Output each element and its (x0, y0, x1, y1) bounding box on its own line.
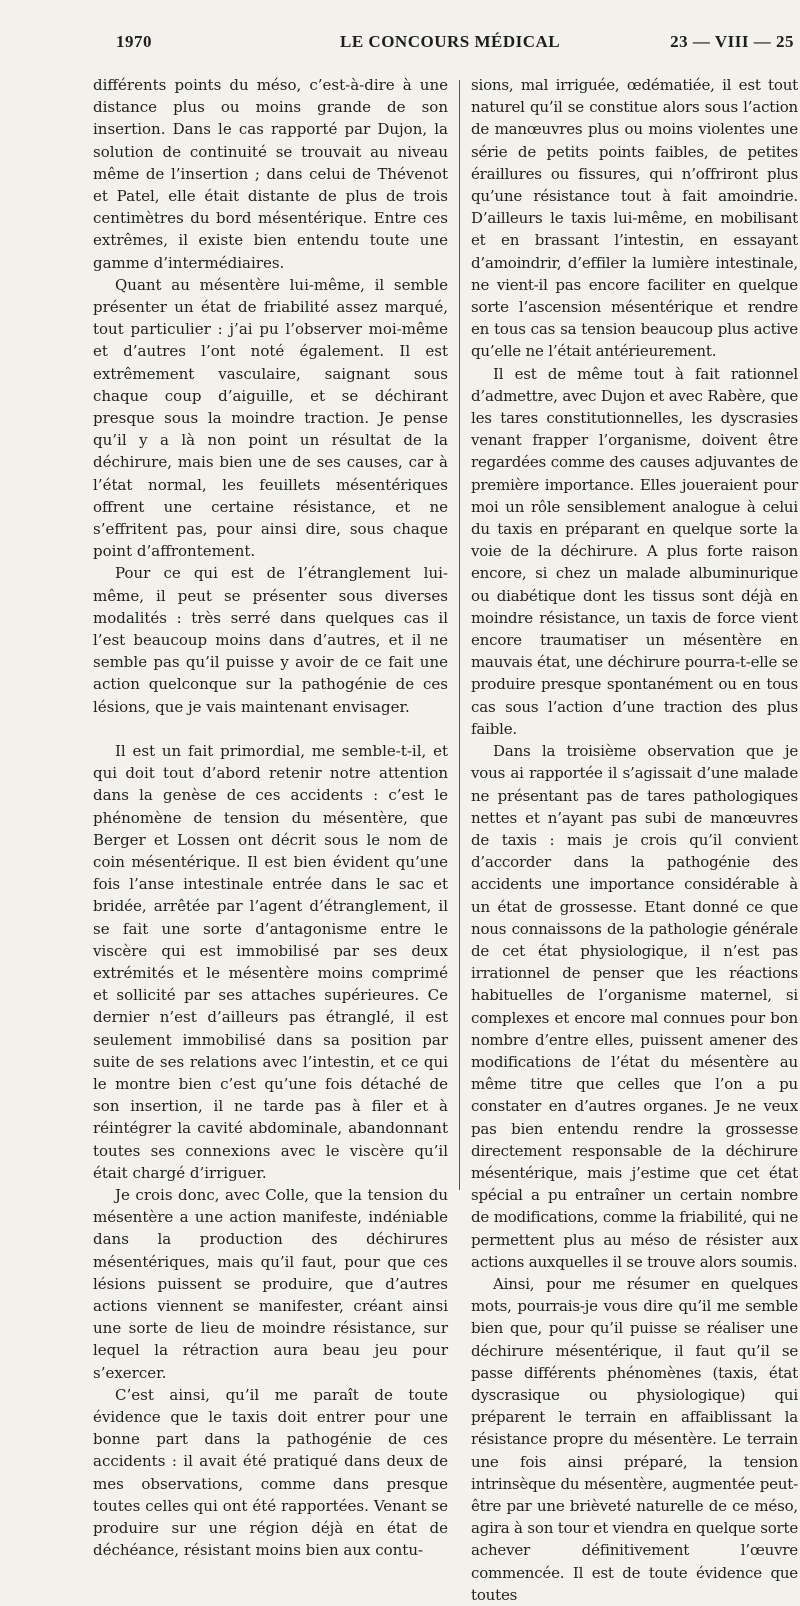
page-number: 1970 (116, 32, 152, 51)
right-column (471, 74, 798, 1606)
paragraph: C’est ainsi, qu’il me paraît de toute évidence que le taxis doit entrer pour une bonne part dans la pathogénie de ces accidents : il avait été pratiqué dans deux de mes observations, comme dans presque toutes celles qui ont été rapportées. Venant se produire sur une région déjà en état de déchéance, résistant moins bien aux contu- (93, 1385, 448, 1560)
paragraph: Pour ce qui est de l’étranglement lui-même, il peut se présenter sous diverses modalités : très serré dans quelques cas il l’est beaucoup moins dans d’autres, et il ne semble pas qu’il puisse y avoir de ce fait une action quelconque sur la pathogénie de ces lésions, que je vais maintenant envisager. (93, 564, 448, 716)
journal-title: LE CONCOURS MÉDICAL (340, 32, 561, 51)
page-header (0, 32, 800, 60)
paragraph: Je crois donc, avec Colle, que la tension du mésentère a une action manifeste, indéniable dans la production des déchirures mésentériques, mais qu’il faut, pour que ces lésions puissent se produire, que d’autres actions viennent se manifester, créant ainsi une sorte de lieu de moindre résistance, sur lequel la rétraction aura beau jeu pour s’exercer. (93, 1185, 448, 1382)
paragraph: différents points du méso, c’est-à-dire à une distance plus ou moins grande de son insertion. Dans le cas rapporté par Dujon, la solution de continuité se trouvait au niveau même de l’insertion ; dans celui de Thévenot et Patel, elle était distante de plus de trois centimètres du bord mésentérique. Entre ces extrêmes, il existe bien entendu toute une gamme d’intermédiaires. (93, 76, 448, 272)
paragraph: Il est de même tout à fait rationnel d’admettre, avec Dujon et avec Rabère, que les tares constitutionnelles, les dyscrasies venant frapper l’organisme, doivent être regardées comme des causes adjuvantes de première importance. Elles joueraient pour moi un rôle sensiblement analogue à celui du taxis en préparant en quelque sorte la voie de la déchirure. A plus forte raison encore, si chez un malade albuminurique ou diabétique dont les tissus sont déjà en moindre résistance, un taxis de force vient encore traumatiser un mésentère en mauvais état, une déchirure pourra-t-elle se produire presque spontanément ou en tous cas sous l’action d’une traction des plus faible. (471, 364, 798, 738)
paragraph: sions, mal irriguée, œdématiée, il est tout naturel qu’il se constitue alors sous l’action de manœuvres plus ou moins violentes une série de petits points faibles, de petites éraillures ou fissures, qui n’offriront plus qu’une résistance tout à fait amoindrie. D’ailleurs le taxis lui-même, en mobilisant et en brassant l’intestin, en essayant d’amoindrir, d’effiler la lumière intestinale, ne vient-il pas encore faciliter en quelque sorte l’ascension mésentérique et rendre en tous cas sa tension beaucoup plus active qu’elle ne l’était antérieurement. (471, 76, 798, 361)
column-divider (459, 80, 460, 1190)
issue-date: 23 — VIII — 25 (670, 32, 794, 51)
paragraph: Il est un fait primordial, me semble-t-il, et qui doit tout d’abord retenir notre attention dans la genèse de ces accidents : c’est le phénomène de tension du mésentère, que Berger et Lossen ont décrit sous le nom de coin mésentérique. Il est bien évident qu’une fois l’anse intestinale entrée dans le sac et bridée, arrêtée par l’agent d’étranglement, il se fait une sorte d’antagonisme entre le viscère qui est immobilisé par ses deux extrémités et le mésentère moins comprimé et sollicité par ses attaches supérieures. Ce dernier n’est d’ailleurs pas étranglé, il est seulement immobilisé dans sa position par suite de ses relations avec l’intestin, et ce qui le montre bien c’est qu’une fois détaché de son insertion, il ne tarde pas à filer et à réintégrer la cavité abdominale, abandonnant toutes ses connexions avec le viscère qu’il était chargé d’irriguer. (93, 741, 448, 1182)
paragraph: Dans la troisième observation que je vous ai rapportée il s’agissait d’une malade ne présentant pas de tares pathologiques nettes et n’ayant pas subi de manœuvres de taxis : mais je crois qu’il convient d’accorder dans la pathogénie des accidents une importance considérable à un état de grossesse. Etant donné ce que nous connaissons de la pathologie générale de cet état physiologique, il n’est pas irrationnel de penser que les réactions habituelles de l’organisme maternel, si complexes et encore mal connues pour bon nombre d’entre elles, puissent amener des modifications de l’état du mésentère au même titre que celles que l’on a pu constater en d’autres organes. Je ne veux pas bien entendu rendre la grossesse directement responsable de la déchirure mésentérique, mais j’estime que cet état spécial a pu entraîner un certain nombre de modifications, comme la friabilité, qui ne permettent plus au méso de résister aux actions auxquelles il se trouve alors soumis. (471, 742, 798, 1271)
paragraph: Quant au mésentère lui-même, il semble présenter un état de friabilité assez marqué, tout particulier : j’ai pu l’observer moi-même et d’autres l’ont noté également. Il est extrêmement vasculaire, saignant sous chaque coup d’aiguille, et se déchirant presque sous la moindre traction. Je pense qu’il y a là non point un résultat de la déchirure, mais bien une de ses causes, car à l’état normal, les feuillets mésentériques offrent une certaine résistance, et ne s’effritent pas, pour ainsi dire, sous chaque point d’affrontement. (93, 275, 448, 561)
paragraph: Ainsi, pour me résumer en quelques mots, pourrais-je vous dire qu’il me semble bien que, pour qu’il puisse se réaliser une déchirure mésentérique, il faut qu’il se passe différents phénomènes (taxis, état dyscrasique ou physiologique) qui préparent le terrain en affaiblissant la résistance propre du mésentère. Le terrain une fois ainsi préparé, la tension intrinsèque du mésentère, augmentée peut-être par une brièveté naturelle de ce méso, agira à son tour et viendra en quelque sorte achever définitivement l’œuvre commencée. Il est de toute évidence que toutes (471, 1274, 798, 1604)
left-column (93, 74, 448, 1561)
